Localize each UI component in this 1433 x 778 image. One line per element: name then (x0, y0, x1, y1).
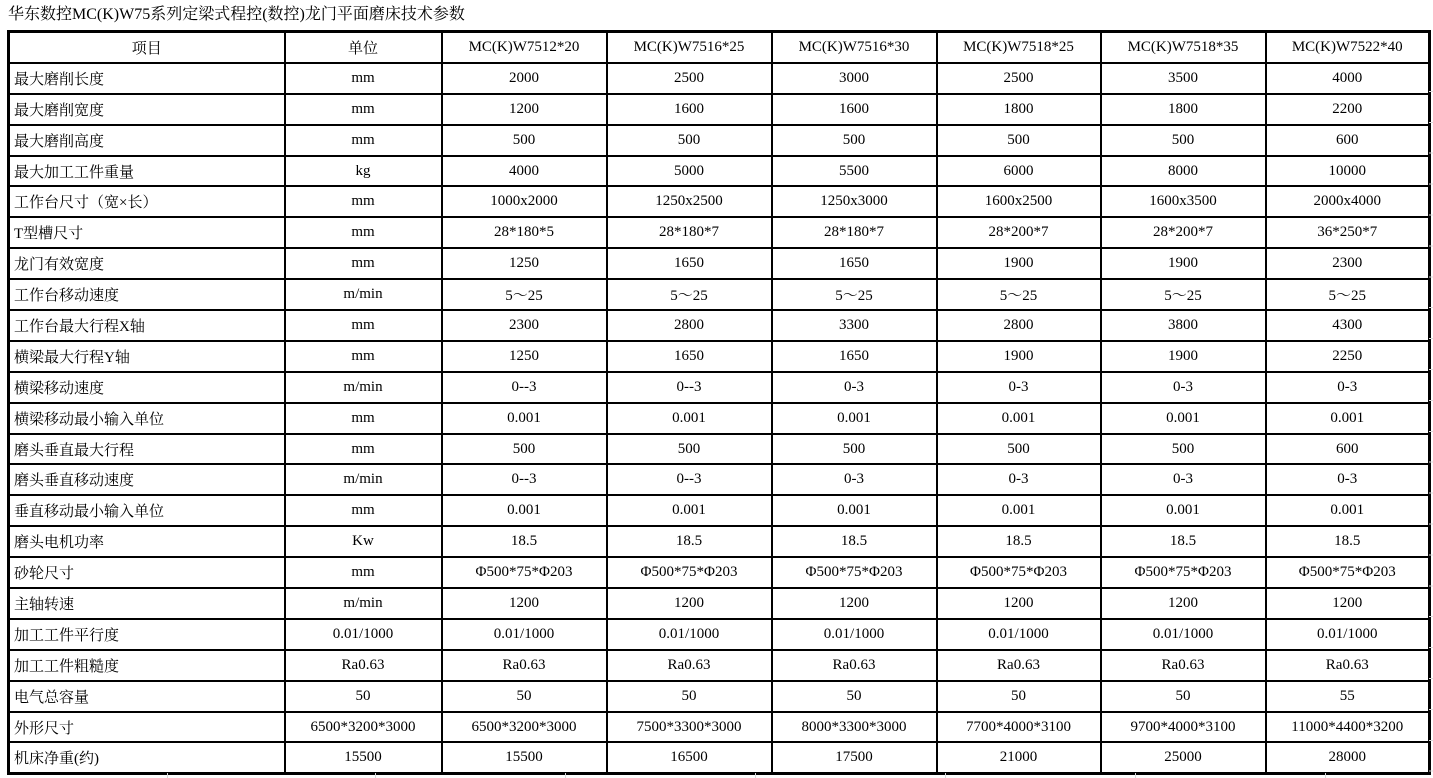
row-value: 50 (937, 681, 1101, 712)
row-label: 垂直移动最小输入单位 (9, 495, 285, 526)
row-value: 5～25 (607, 279, 772, 310)
row-value: 0-3 (772, 464, 937, 495)
row-unit: mm (285, 217, 442, 248)
table-row (9, 495, 1430, 526)
row-value: 500 (1101, 434, 1266, 465)
row-value: 18.5 (1101, 526, 1266, 557)
row-value: 2300 (1266, 248, 1430, 279)
row-unit: mm (285, 434, 442, 465)
row-unit: mm (285, 341, 442, 372)
header-cell-model: MC(K)W7516*25 (607, 32, 772, 63)
row-value: 3800 (1101, 310, 1266, 341)
table-row (9, 434, 1430, 465)
row-value: 1250 (442, 248, 607, 279)
row-value: 18.5 (442, 526, 607, 557)
row-value: 0-3 (937, 372, 1101, 403)
row-value: 1200 (607, 588, 772, 619)
row-unit: 0.01/1000 (285, 619, 442, 650)
table-row (9, 186, 1430, 217)
row-value: 3300 (772, 310, 937, 341)
row-value: Φ500*75*Φ203 (1101, 557, 1266, 588)
row-value: 5～25 (772, 279, 937, 310)
row-value: 4000 (1266, 63, 1430, 94)
row-value: 7700*4000*3100 (937, 712, 1101, 743)
row-value: 1200 (442, 588, 607, 619)
row-value: 1000x2000 (442, 186, 607, 217)
row-value: 0-3 (772, 372, 937, 403)
row-label: T型槽尺寸 (9, 217, 285, 248)
row-value: 4000 (442, 156, 607, 187)
row-value: 1200 (937, 588, 1101, 619)
row-unit: Ra0.63 (285, 650, 442, 681)
row-value: 500 (772, 125, 937, 156)
row-value: 0.01/1000 (607, 619, 772, 650)
row-value: Ra0.63 (1101, 650, 1266, 681)
row-value: 1900 (1101, 341, 1266, 372)
row-unit: mm (285, 63, 442, 94)
row-value: 0.001 (607, 403, 772, 434)
row-label: 磨头电机功率 (9, 526, 285, 557)
table-row (9, 217, 1430, 248)
row-unit: mm (285, 94, 442, 125)
table-row (9, 63, 1430, 94)
row-value: 0.001 (1266, 495, 1430, 526)
row-value: 2000 (442, 63, 607, 94)
row-value: 21000 (937, 742, 1101, 773)
row-label: 电气总容量 (9, 681, 285, 712)
row-value: 6500*3200*3000 (442, 712, 607, 743)
spreadsheet-gridline-stub (755, 773, 756, 778)
row-label: 加工工件粗糙度 (9, 650, 285, 681)
table-row (9, 341, 1430, 372)
row-value: 1600 (772, 94, 937, 125)
row-value: Ra0.63 (772, 650, 937, 681)
row-value: 2800 (607, 310, 772, 341)
row-value: 1650 (772, 248, 937, 279)
row-value: 10000 (1266, 156, 1430, 187)
row-value: 0--3 (607, 372, 772, 403)
table-row (9, 279, 1430, 310)
spreadsheet-gridline-stub (1325, 773, 1326, 778)
row-value: Ra0.63 (607, 650, 772, 681)
row-label: 工作台最大行程X轴 (9, 310, 285, 341)
row-value: 0.01/1000 (1101, 619, 1266, 650)
row-value: 1800 (1101, 94, 1266, 125)
row-label: 工作台尺寸（宽×长） (9, 186, 285, 217)
row-value: 2500 (607, 63, 772, 94)
row-unit: mm (285, 310, 442, 341)
header-cell-model: MC(K)W7518*35 (1101, 32, 1266, 63)
row-label: 横梁移动最小输入单位 (9, 403, 285, 434)
row-value: 50 (607, 681, 772, 712)
table-row (9, 619, 1430, 650)
row-value: 2500 (937, 63, 1101, 94)
row-value: Φ500*75*Φ203 (442, 557, 607, 588)
row-value: 1800 (937, 94, 1101, 125)
row-value: 0--3 (442, 464, 607, 495)
table-row (9, 588, 1430, 619)
row-value: 0.001 (772, 403, 937, 434)
row-value: 17500 (772, 742, 937, 773)
row-value: 5000 (607, 156, 772, 187)
row-value: 50 (442, 681, 607, 712)
row-unit: m/min (285, 588, 442, 619)
row-label: 最大加工工件重量 (9, 156, 285, 187)
row-value: 11000*4400*3200 (1266, 712, 1430, 743)
row-value: 0.001 (1266, 403, 1430, 434)
header-cell-model: MC(K)W7512*20 (442, 32, 607, 63)
row-value: 1900 (937, 248, 1101, 279)
row-value: 500 (937, 434, 1101, 465)
row-value: 28*180*7 (772, 217, 937, 248)
row-value: 1200 (772, 588, 937, 619)
row-value: 1650 (772, 341, 937, 372)
spreadsheet-gridline-stub (565, 773, 566, 778)
row-value: 15500 (442, 742, 607, 773)
row-value: 2300 (442, 310, 607, 341)
row-value: 18.5 (772, 526, 937, 557)
row-value: 0.001 (1101, 495, 1266, 526)
row-value: 1200 (1101, 588, 1266, 619)
row-value: 500 (442, 434, 607, 465)
row-label: 最大磨削长度 (9, 63, 285, 94)
table-row (9, 650, 1430, 681)
row-value: 18.5 (607, 526, 772, 557)
row-value: 500 (937, 125, 1101, 156)
row-unit: m/min (285, 279, 442, 310)
row-unit: mm (285, 557, 442, 588)
row-value: 500 (772, 434, 937, 465)
row-value: 50 (1101, 681, 1266, 712)
row-value: 500 (442, 125, 607, 156)
row-value: 500 (607, 125, 772, 156)
row-label: 最大磨削宽度 (9, 94, 285, 125)
header-cell-model: MC(K)W7516*30 (772, 32, 937, 63)
table-row (9, 742, 1430, 773)
row-value: 16500 (607, 742, 772, 773)
row-value: 0.01/1000 (937, 619, 1101, 650)
row-value: 1200 (442, 94, 607, 125)
row-value: 28000 (1266, 742, 1430, 773)
row-value: 0-3 (1266, 372, 1430, 403)
spreadsheet-gridline-stub (375, 773, 376, 778)
row-label: 磨头垂直移动速度 (9, 464, 285, 495)
row-value: 25000 (1101, 742, 1266, 773)
row-value: 0-3 (937, 464, 1101, 495)
row-value: 8000 (1101, 156, 1266, 187)
row-value: 0--3 (442, 372, 607, 403)
table-row (9, 156, 1430, 187)
row-value: 1650 (607, 341, 772, 372)
table-row (9, 681, 1430, 712)
row-value: 0-3 (1101, 372, 1266, 403)
row-value: 9700*4000*3100 (1101, 712, 1266, 743)
row-value: 36*250*7 (1266, 217, 1430, 248)
row-value: 600 (1266, 434, 1430, 465)
row-label: 主轴转速 (9, 588, 285, 619)
row-label: 工作台移动速度 (9, 279, 285, 310)
row-value: 5500 (772, 156, 937, 187)
row-value: 0.001 (1101, 403, 1266, 434)
row-value: 500 (1101, 125, 1266, 156)
table-row (9, 464, 1430, 495)
table-row (9, 712, 1430, 743)
row-unit: 50 (285, 681, 442, 712)
spreadsheet-gridline-stub (945, 773, 946, 778)
row-value: Φ500*75*Φ203 (772, 557, 937, 588)
row-value: 0-3 (1266, 464, 1430, 495)
table-row (9, 403, 1430, 434)
row-value: 1250 (442, 341, 607, 372)
row-value: 55 (1266, 681, 1430, 712)
row-value: 7500*3300*3000 (607, 712, 772, 743)
row-value: 1600x2500 (937, 186, 1101, 217)
row-value: 3500 (1101, 63, 1266, 94)
row-value: Φ500*75*Φ203 (1266, 557, 1430, 588)
row-label: 横梁移动速度 (9, 372, 285, 403)
row-label: 最大磨削高度 (9, 125, 285, 156)
spreadsheet-gridline-stub (1135, 773, 1136, 778)
row-value: 0.01/1000 (772, 619, 937, 650)
table-row (9, 125, 1430, 156)
row-value: 28*180*7 (607, 217, 772, 248)
row-label: 磨头垂直最大行程 (9, 434, 285, 465)
row-value: 0.001 (607, 495, 772, 526)
table-row (9, 557, 1430, 588)
row-value: 0-3 (1101, 464, 1266, 495)
table-row (9, 526, 1430, 557)
header-cell-model: MC(K)W7522*40 (1266, 32, 1430, 63)
row-value: Ra0.63 (1266, 650, 1430, 681)
row-value: 0.001 (937, 495, 1101, 526)
row-value: 2800 (937, 310, 1101, 341)
row-value: Φ500*75*Φ203 (937, 557, 1101, 588)
row-value: 5～25 (1266, 279, 1430, 310)
row-value: 0.01/1000 (442, 619, 607, 650)
table-row (9, 248, 1430, 279)
spec-table (7, 30, 1431, 775)
row-value: 28*200*7 (937, 217, 1101, 248)
row-value: 1650 (607, 248, 772, 279)
row-unit: 15500 (285, 742, 442, 773)
row-value: 28*180*5 (442, 217, 607, 248)
row-value: 5～25 (937, 279, 1101, 310)
table-row (9, 94, 1430, 125)
row-value: 28*200*7 (1101, 217, 1266, 248)
header-cell-model: MC(K)W7518*25 (937, 32, 1101, 63)
header-row (9, 32, 1430, 63)
row-value: 1250x3000 (772, 186, 937, 217)
row-unit: kg (285, 156, 442, 187)
row-unit: mm (285, 186, 442, 217)
row-label: 砂轮尺寸 (9, 557, 285, 588)
row-unit: m/min (285, 464, 442, 495)
row-value: Φ500*75*Φ203 (607, 557, 772, 588)
row-label: 加工工件平行度 (9, 619, 285, 650)
row-value: 5～25 (1101, 279, 1266, 310)
row-value: Ra0.63 (937, 650, 1101, 681)
row-value: 18.5 (1266, 526, 1430, 557)
row-unit: mm (285, 495, 442, 526)
row-value: 50 (772, 681, 937, 712)
row-value: 500 (607, 434, 772, 465)
row-value: 0--3 (607, 464, 772, 495)
row-value: 3000 (772, 63, 937, 94)
row-value: 0.001 (937, 403, 1101, 434)
row-value: 0.001 (442, 403, 607, 434)
row-label: 机床净重(约) (9, 742, 285, 773)
spreadsheet-gridline-stub (167, 773, 168, 778)
row-value: 4300 (1266, 310, 1430, 341)
row-value: 2200 (1266, 94, 1430, 125)
row-value: 0.001 (772, 495, 937, 526)
header-cell-unit: 单位 (285, 32, 442, 63)
table-row (9, 310, 1430, 341)
row-value: 2000x4000 (1266, 186, 1430, 217)
row-value: 1600x3500 (1101, 186, 1266, 217)
row-unit: Kw (285, 526, 442, 557)
header-cell-item: 项目 (9, 32, 285, 63)
row-value: 5～25 (442, 279, 607, 310)
row-unit: 6500*3200*3000 (285, 712, 442, 743)
row-value: Ra0.63 (442, 650, 607, 681)
row-unit: m/min (285, 372, 442, 403)
row-unit: mm (285, 248, 442, 279)
row-value: 1250x2500 (607, 186, 772, 217)
row-value: 0.01/1000 (1266, 619, 1430, 650)
row-value: 6000 (937, 156, 1101, 187)
row-label: 外形尺寸 (9, 712, 285, 743)
row-value: 1600 (607, 94, 772, 125)
row-unit: mm (285, 125, 442, 156)
row-value: 1900 (1101, 248, 1266, 279)
row-value: 2250 (1266, 341, 1430, 372)
row-label: 龙门有效宽度 (9, 248, 285, 279)
row-unit: mm (285, 403, 442, 434)
table-row (9, 372, 1430, 403)
row-value: 1900 (937, 341, 1101, 372)
row-value: 8000*3300*3000 (772, 712, 937, 743)
row-value: 18.5 (937, 526, 1101, 557)
row-value: 600 (1266, 125, 1430, 156)
row-label: 横梁最大行程Y轴 (9, 341, 285, 372)
page-title: 华东数控MC(K)W75系列定梁式程控(数控)龙门平面磨床技术参数 (8, 6, 465, 23)
row-value: 1200 (1266, 588, 1430, 619)
row-value: 0.001 (442, 495, 607, 526)
spreadsheet-gridline-stubs-right (1429, 61, 1433, 773)
